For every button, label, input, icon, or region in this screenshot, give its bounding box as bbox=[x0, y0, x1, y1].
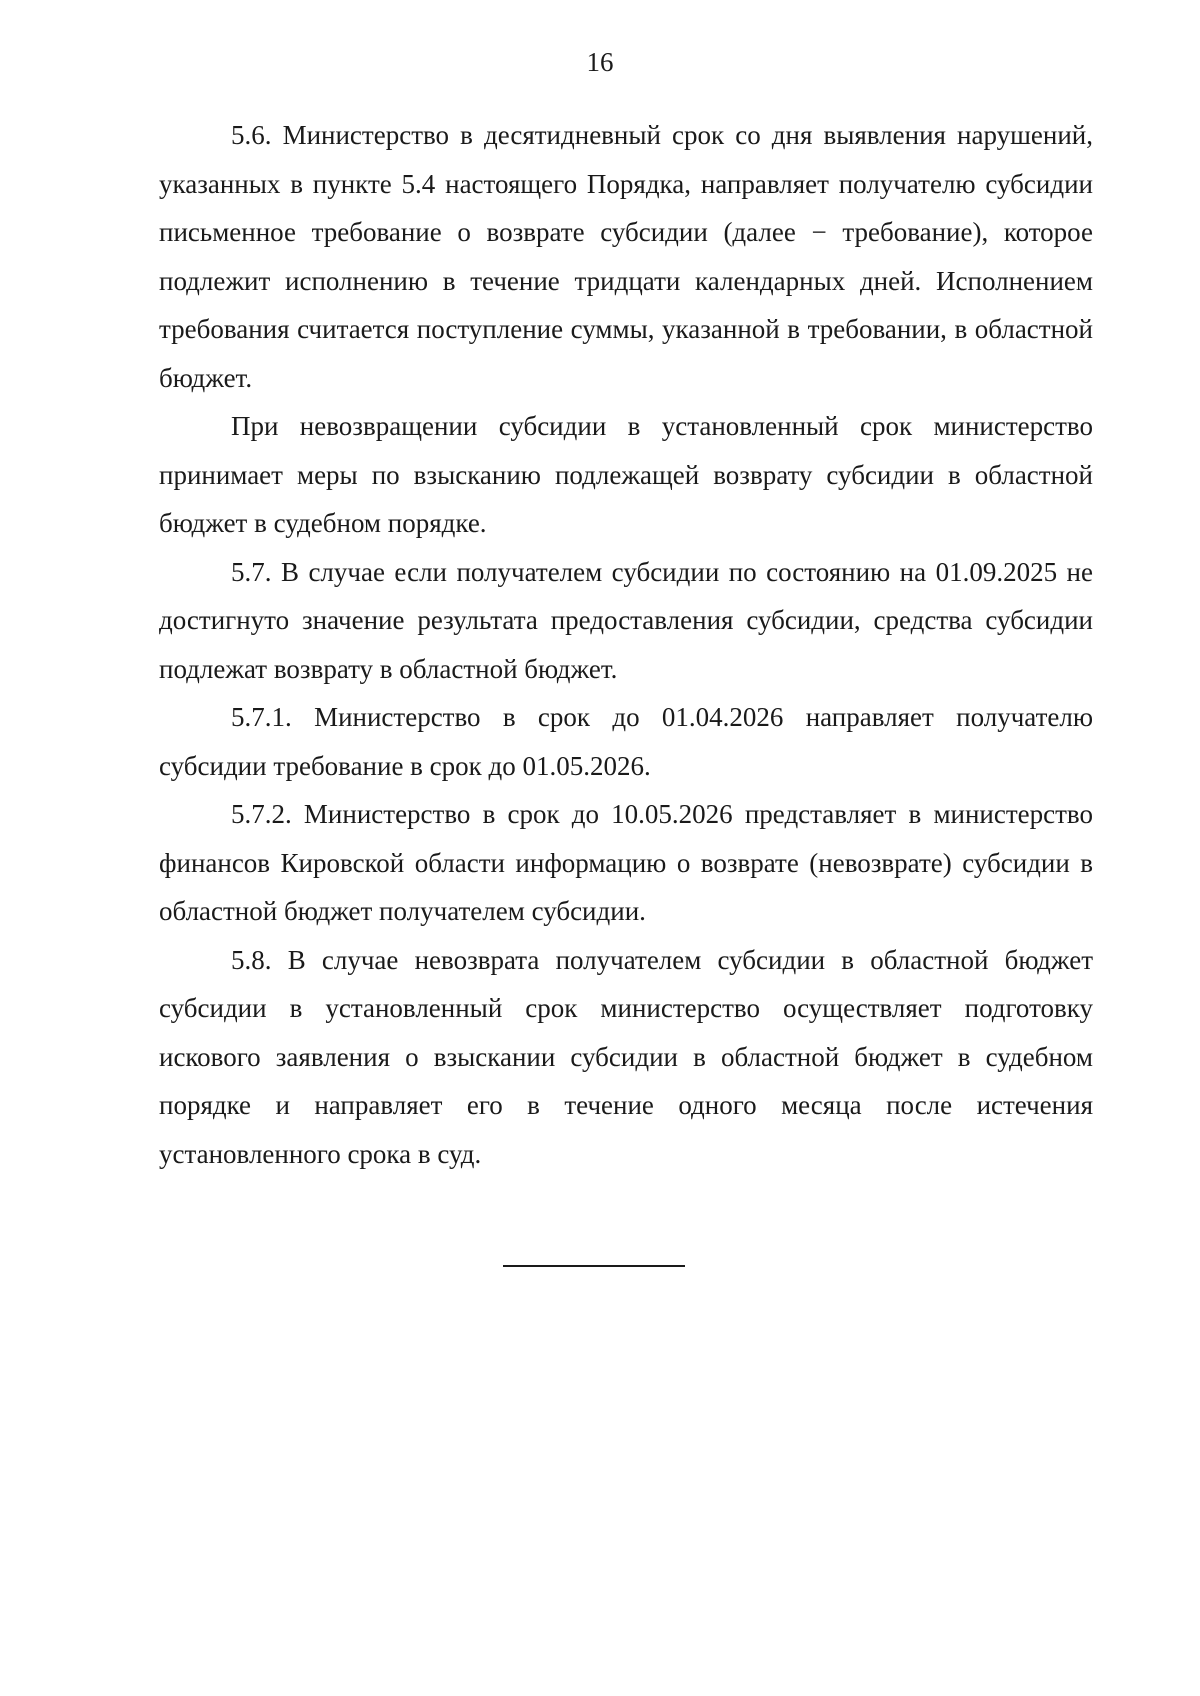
page-number: 16 bbox=[586, 47, 614, 77]
paragraph-5-6: 5.6. Министерство в десятидневный срок со дня выявления нарушений, указанных в пункте 5.4 настоящего Порядка, направляет получателю субсидии письменное требование о возврате субсидии (далее − требование), которое подлежит исполнению в течение тридцати календарных дней. Исполнением требования считается поступление суммы, указанной в требовании, в областной бюджет. bbox=[159, 120, 1093, 393]
paragraph-5-8: 5.8. В случае невозврата получателем субсидии в областной бюджет субсидии в установленный срок министерство осуществляет подготовку искового заявления о взыскании субсидии в областной бюджет в судебном порядке и направляет его в течение одного месяца после истечения установленного срока в суд. bbox=[159, 944, 1093, 1169]
document-body bbox=[159, 111, 1093, 1178]
paragraph-5-7: 5.7. В случае если получателем субсидии по состоянию на 01.09.2025 не достигнуто значение результата предоставления субсидии, средства субсидии подлежат возврату в областной бюджет. bbox=[159, 556, 1093, 684]
paragraph-5-7-1: 5.7.1. Министерство в срок до 01.04.2026 направляет получателю субсидии требование в срок до 01.05.2026. bbox=[159, 702, 1093, 781]
paragraph-non-return: При невозвращении субсидии в установленный срок министерство принимает меры по взысканию подлежащей возврату субсидии в областной бюджет в судебном порядке. bbox=[159, 411, 1093, 538]
paragraph-5-7-2: 5.7.2. Министерство в срок до 10.05.2026 представляет в министерство финансов Кировской области информацию о возврате (невозврате) субсидии в областной бюджет получателем субсидии. bbox=[159, 799, 1093, 926]
end-separator-line bbox=[503, 1265, 685, 1267]
